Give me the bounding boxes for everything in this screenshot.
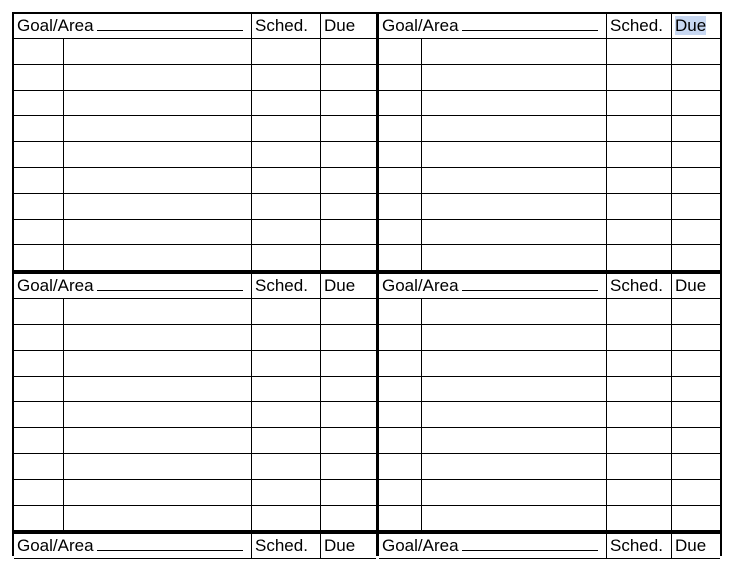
task-cell[interactable]	[64, 245, 252, 270]
sched-cell[interactable]	[252, 480, 321, 505]
section-header	[379, 531, 720, 559]
goal-area-blank-line	[97, 274, 243, 291]
sched-column-header: Sched.	[607, 534, 672, 558]
sched-cell[interactable]	[252, 506, 321, 531]
task-cell[interactable]	[64, 299, 252, 324]
check-cell[interactable]	[14, 39, 64, 64]
task-row[interactable]	[14, 142, 376, 168]
task-cell[interactable]	[422, 142, 607, 167]
check-cell[interactable]	[14, 142, 64, 167]
due-cell[interactable]	[672, 506, 720, 531]
task-cell[interactable]	[64, 480, 252, 505]
due-column-header	[321, 274, 376, 298]
task-row[interactable]	[14, 402, 376, 428]
task-cell[interactable]	[64, 325, 252, 350]
task-cell[interactable]	[64, 142, 252, 167]
due-cell[interactable]	[321, 65, 376, 90]
sched-cell[interactable]	[607, 116, 672, 141]
task-cell[interactable]	[422, 299, 607, 324]
due-cell[interactable]	[321, 454, 376, 479]
due-cell[interactable]	[672, 351, 720, 376]
due-cell[interactable]	[321, 377, 376, 402]
check-cell[interactable]	[14, 351, 64, 376]
task-cell[interactable]	[422, 245, 607, 270]
due-cell[interactable]	[672, 39, 720, 64]
sched-cell[interactable]	[607, 65, 672, 90]
task-row[interactable]	[379, 402, 720, 428]
due-cell[interactable]	[672, 91, 720, 116]
check-cell[interactable]	[379, 428, 422, 453]
goal-area-label: Goal/Area	[17, 276, 94, 296]
goal-area-label: Goal/Area	[382, 276, 459, 296]
task-row[interactable]	[379, 91, 720, 117]
section-header	[379, 14, 720, 39]
due-cell[interactable]	[672, 454, 720, 479]
due-cell[interactable]	[672, 116, 720, 141]
due-cell[interactable]	[321, 194, 376, 219]
task-cell[interactable]	[422, 91, 607, 116]
section-header	[14, 14, 376, 39]
due-cell[interactable]	[672, 377, 720, 402]
task-cell[interactable]	[64, 91, 252, 116]
task-cell[interactable]	[64, 194, 252, 219]
sched-cell[interactable]	[607, 454, 672, 479]
check-cell[interactable]	[14, 506, 64, 531]
sched-cell[interactable]	[607, 168, 672, 193]
check-cell[interactable]	[14, 168, 64, 193]
due-label: Due	[675, 536, 707, 556]
check-cell[interactable]	[379, 351, 422, 376]
due-column-header	[672, 14, 720, 38]
sched-column-header: Sched.	[607, 274, 672, 298]
task-row[interactable]	[14, 325, 376, 351]
check-cell[interactable]	[14, 220, 64, 245]
sched-cell[interactable]	[607, 220, 672, 245]
section-header	[14, 271, 376, 299]
sched-cell[interactable]	[252, 351, 321, 376]
task-cell[interactable]	[64, 428, 252, 453]
goal-area-field[interactable]	[14, 274, 252, 298]
check-cell[interactable]	[14, 325, 64, 350]
goal-area-blank-line	[97, 534, 243, 551]
due-cell[interactable]	[321, 91, 376, 116]
due-cell[interactable]	[672, 428, 720, 453]
check-cell[interactable]	[14, 480, 64, 505]
sched-cell[interactable]	[607, 245, 672, 270]
check-cell[interactable]	[14, 428, 64, 453]
due-cell[interactable]	[672, 65, 720, 90]
task-row[interactable]	[14, 299, 376, 325]
due-cell[interactable]	[321, 402, 376, 427]
check-cell[interactable]	[14, 91, 64, 116]
sched-cell[interactable]	[252, 91, 321, 116]
sched-cell[interactable]	[607, 91, 672, 116]
task-row[interactable]	[14, 351, 376, 377]
sched-cell[interactable]	[607, 377, 672, 402]
due-cell[interactable]	[321, 220, 376, 245]
task-cell[interactable]	[64, 402, 252, 427]
sched-cell[interactable]	[607, 428, 672, 453]
due-cell[interactable]	[672, 194, 720, 219]
sched-cell[interactable]	[607, 299, 672, 324]
check-cell[interactable]	[14, 245, 64, 270]
sched-cell[interactable]	[252, 39, 321, 64]
sched-cell[interactable]	[607, 325, 672, 350]
due-cell[interactable]	[321, 116, 376, 141]
task-cell[interactable]	[64, 39, 252, 64]
task-row[interactable]	[14, 428, 376, 454]
task-row[interactable]	[379, 39, 720, 65]
due-column-header	[672, 274, 720, 298]
due-cell[interactable]	[321, 168, 376, 193]
task-row[interactable]	[379, 506, 720, 532]
sched-cell[interactable]	[607, 194, 672, 219]
due-cell[interactable]	[672, 245, 720, 270]
task-row[interactable]	[379, 65, 720, 91]
task-row[interactable]	[379, 454, 720, 480]
goal-area-field[interactable]	[14, 534, 252, 558]
task-cell[interactable]	[64, 506, 252, 531]
task-cell[interactable]	[422, 194, 607, 219]
sched-cell[interactable]	[607, 142, 672, 167]
sched-cell[interactable]	[252, 220, 321, 245]
due-label: Due	[324, 276, 356, 296]
due-cell[interactable]	[321, 351, 376, 376]
sched-cell[interactable]	[252, 142, 321, 167]
check-cell[interactable]	[379, 116, 422, 141]
goal-area-field[interactable]	[379, 534, 607, 558]
task-row[interactable]	[14, 245, 376, 271]
task-row[interactable]	[14, 454, 376, 480]
due-cell[interactable]	[321, 245, 376, 270]
check-cell[interactable]	[14, 194, 64, 219]
task-row[interactable]	[379, 299, 720, 325]
task-row[interactable]	[14, 480, 376, 506]
goal-area-blank-line	[462, 274, 598, 291]
due-cell[interactable]	[672, 220, 720, 245]
check-cell[interactable]	[14, 116, 64, 141]
due-cell[interactable]	[321, 506, 376, 531]
sched-cell[interactable]	[252, 116, 321, 141]
task-row[interactable]	[14, 168, 376, 194]
task-row[interactable]	[379, 194, 720, 220]
check-cell[interactable]	[379, 39, 422, 64]
sched-column-header: Sched.	[607, 14, 672, 38]
task-cell[interactable]	[64, 220, 252, 245]
planner-sheet	[12, 12, 722, 556]
check-cell[interactable]	[379, 454, 422, 479]
check-cell[interactable]	[14, 65, 64, 90]
due-label: Due	[675, 276, 707, 296]
task-row[interactable]	[379, 142, 720, 168]
due-cell[interactable]	[672, 325, 720, 350]
due-column-header	[672, 534, 720, 558]
goal-area-blank-line	[97, 14, 243, 31]
task-row[interactable]	[379, 116, 720, 142]
due-cell[interactable]	[321, 428, 376, 453]
check-cell[interactable]	[379, 299, 422, 324]
task-cell[interactable]	[422, 168, 607, 193]
task-row[interactable]	[379, 377, 720, 403]
task-cell[interactable]	[422, 428, 607, 453]
check-cell[interactable]	[379, 377, 422, 402]
due-label: Due	[675, 16, 707, 35]
task-row[interactable]	[14, 377, 376, 403]
task-cell[interactable]	[64, 65, 252, 90]
task-row[interactable]	[14, 506, 376, 532]
task-row[interactable]	[379, 168, 720, 194]
sched-cell[interactable]	[252, 325, 321, 350]
due-cell[interactable]	[672, 299, 720, 324]
goal-area-label: Goal/Area	[17, 16, 94, 35]
due-cell[interactable]	[672, 142, 720, 167]
goal-area-field[interactable]	[379, 274, 607, 298]
check-cell[interactable]	[379, 65, 422, 90]
sched-cell[interactable]	[252, 402, 321, 427]
task-cell[interactable]	[64, 168, 252, 193]
due-label: Due	[324, 16, 356, 35]
check-cell[interactable]	[379, 325, 422, 350]
section-header	[14, 531, 376, 559]
task-row[interactable]	[14, 65, 376, 91]
task-cell[interactable]	[64, 351, 252, 376]
sched-cell[interactable]	[607, 402, 672, 427]
sched-cell[interactable]	[252, 377, 321, 402]
task-cell[interactable]	[422, 65, 607, 90]
task-cell[interactable]	[422, 116, 607, 141]
sched-cell[interactable]	[252, 245, 321, 270]
check-cell[interactable]	[379, 245, 422, 270]
due-cell[interactable]	[321, 480, 376, 505]
sched-cell[interactable]	[607, 39, 672, 64]
sched-column-header: Sched.	[252, 274, 321, 298]
task-cell[interactable]	[422, 402, 607, 427]
check-cell[interactable]	[379, 194, 422, 219]
sched-cell[interactable]	[252, 428, 321, 453]
goal-area-field[interactable]	[379, 14, 607, 38]
task-row[interactable]	[14, 194, 376, 220]
task-row[interactable]	[379, 245, 720, 271]
left-panel	[14, 14, 376, 556]
goal-area-label: Goal/Area	[382, 536, 459, 556]
task-cell[interactable]	[64, 377, 252, 402]
task-cell[interactable]	[422, 39, 607, 64]
due-label: Due	[324, 536, 356, 556]
goal-area-field[interactable]	[14, 14, 252, 38]
due-cell[interactable]	[672, 480, 720, 505]
task-row[interactable]	[379, 351, 720, 377]
task-cell[interactable]	[422, 506, 607, 531]
check-cell[interactable]	[379, 168, 422, 193]
check-cell[interactable]	[14, 454, 64, 479]
task-row[interactable]	[14, 91, 376, 117]
task-cell[interactable]	[422, 351, 607, 376]
task-cell[interactable]	[64, 116, 252, 141]
sched-cell[interactable]	[252, 65, 321, 90]
sched-cell[interactable]	[252, 299, 321, 324]
task-row[interactable]	[379, 480, 720, 506]
check-cell[interactable]	[14, 377, 64, 402]
section-header	[379, 271, 720, 299]
goal-area-blank-line	[462, 534, 598, 551]
sched-cell[interactable]	[607, 506, 672, 531]
sched-cell[interactable]	[607, 480, 672, 505]
check-cell[interactable]	[379, 402, 422, 427]
due-cell[interactable]	[321, 39, 376, 64]
task-cell[interactable]	[422, 480, 607, 505]
sched-cell[interactable]	[607, 351, 672, 376]
task-row[interactable]	[379, 220, 720, 246]
goal-area-label: Goal/Area	[17, 536, 94, 556]
due-column-header	[321, 14, 376, 38]
due-cell[interactable]	[672, 168, 720, 193]
check-cell[interactable]	[379, 142, 422, 167]
sched-cell[interactable]	[252, 454, 321, 479]
task-cell[interactable]	[422, 454, 607, 479]
right-panel	[376, 14, 720, 556]
check-cell[interactable]	[379, 91, 422, 116]
due-cell[interactable]	[321, 142, 376, 167]
task-row[interactable]	[14, 39, 376, 65]
check-cell[interactable]	[379, 480, 422, 505]
task-cell[interactable]	[422, 220, 607, 245]
check-cell[interactable]	[379, 506, 422, 531]
task-row[interactable]	[379, 428, 720, 454]
check-cell[interactable]	[14, 402, 64, 427]
task-row[interactable]	[14, 220, 376, 246]
sched-column-header: Sched.	[252, 534, 321, 558]
check-cell[interactable]	[379, 220, 422, 245]
due-cell[interactable]	[672, 402, 720, 427]
goal-area-label: Goal/Area	[382, 16, 459, 35]
task-row[interactable]	[14, 116, 376, 142]
goal-area-blank-line	[462, 14, 598, 31]
due-cell[interactable]	[321, 299, 376, 324]
sched-column-header: Sched.	[252, 14, 321, 38]
task-cell[interactable]	[422, 377, 607, 402]
due-cell[interactable]	[321, 325, 376, 350]
sched-cell[interactable]	[252, 168, 321, 193]
task-cell[interactable]	[422, 325, 607, 350]
check-cell[interactable]	[14, 299, 64, 324]
due-column-header	[321, 534, 376, 558]
task-row[interactable]	[379, 325, 720, 351]
task-cell[interactable]	[64, 454, 252, 479]
sched-cell[interactable]	[252, 194, 321, 219]
